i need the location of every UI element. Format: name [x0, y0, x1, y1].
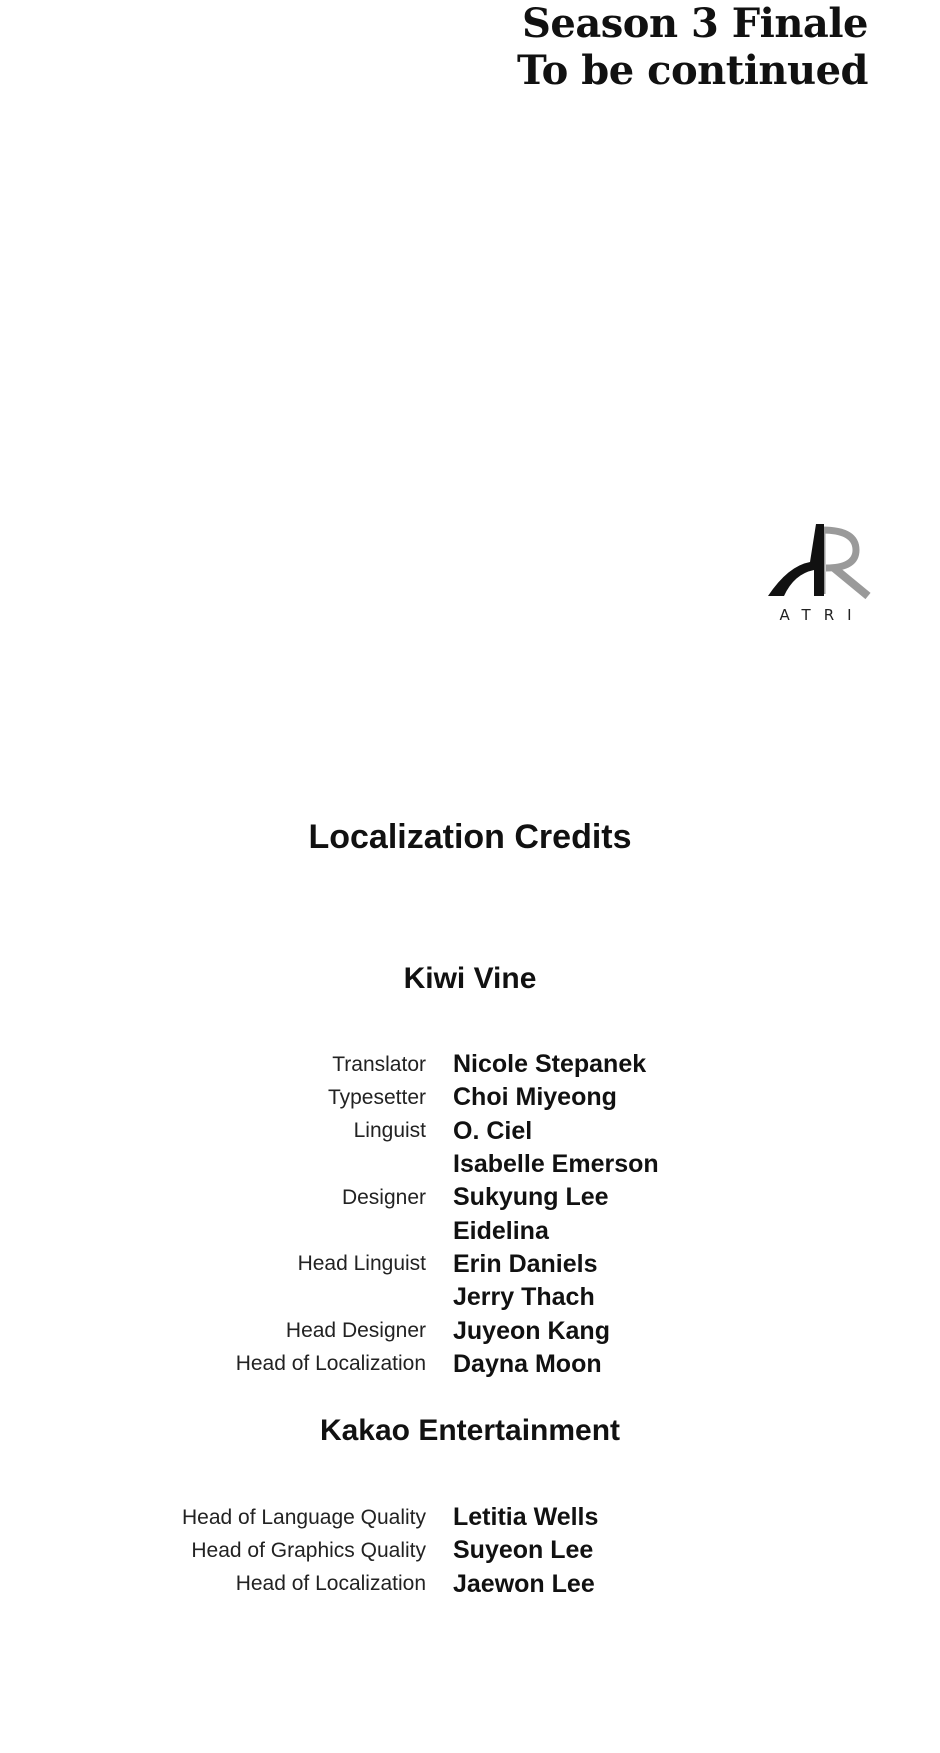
credit-name: Jerry Thach	[453, 1283, 595, 1312]
credit-row	[0, 1348, 940, 1381]
credit-role: Head of Graphics Quality	[191, 1538, 426, 1562]
credit-name: Erin Daniels	[453, 1249, 598, 1278]
credit-role: Head of Localization	[235, 1352, 426, 1376]
credit-row	[0, 1568, 940, 1601]
credit-row	[0, 1534, 940, 1567]
credit-name: Choi Miyeong	[453, 1083, 617, 1112]
group-title-kakao-entertainment: Kakao Entertainment	[319, 1414, 621, 1447]
credit-name: Juyeon Kang	[453, 1316, 610, 1345]
credit-name: Dayna Moon	[453, 1349, 602, 1378]
credit-row	[0, 1081, 940, 1114]
credit-role: Translator	[332, 1052, 426, 1076]
credit-name: Suyeon Lee	[453, 1536, 594, 1565]
credit-role: Head Designer	[285, 1319, 426, 1343]
credit-row	[0, 1281, 940, 1314]
credit-role: Designer	[341, 1185, 426, 1209]
finale-line-1: Season 3 Finale	[522, 0, 868, 47]
logo-wordmark: ATRI	[779, 606, 865, 624]
credit-row	[0, 1115, 940, 1148]
kiwi-vine-credit-list	[0, 1048, 940, 1381]
credit-row	[0, 1248, 940, 1281]
kakao-credit-list	[0, 1501, 940, 1601]
finale-line-2: To be continued	[517, 47, 868, 94]
credit-name: O. Ciel	[453, 1116, 533, 1145]
logo-a-shape	[768, 524, 824, 596]
credit-role: Head of Localization	[235, 1572, 426, 1596]
credit-name: Sukyung Lee	[453, 1183, 609, 1212]
credit-row	[0, 1148, 940, 1181]
group-title-kiwi-vine: Kiwi Vine	[403, 962, 537, 995]
credit-role: Typesetter	[327, 1085, 426, 1109]
credits-title: Localization Credits	[308, 818, 632, 856]
credit-name: Eidelina	[453, 1216, 549, 1245]
credit-name: Jaewon Lee	[453, 1569, 595, 1598]
atri-monogram-icon	[764, 524, 874, 602]
credit-role: Head of Language Quality	[181, 1505, 426, 1529]
credit-row	[0, 1048, 940, 1081]
credit-role: Linguist	[353, 1119, 426, 1143]
season-finale-notice	[517, 0, 868, 94]
credit-row	[0, 1214, 940, 1247]
credit-name: Isabelle Emerson	[453, 1150, 659, 1179]
credit-name: Nicole Stepanek	[453, 1050, 647, 1079]
credit-row	[0, 1314, 940, 1347]
logo-r-leg	[834, 568, 868, 596]
credit-row	[0, 1181, 940, 1214]
logo-r-bowl	[822, 530, 856, 568]
credit-name: Letitia Wells	[453, 1503, 599, 1532]
credit-row	[0, 1501, 940, 1534]
credit-role: Head Linguist	[297, 1252, 426, 1276]
atri-logo	[764, 524, 874, 626]
